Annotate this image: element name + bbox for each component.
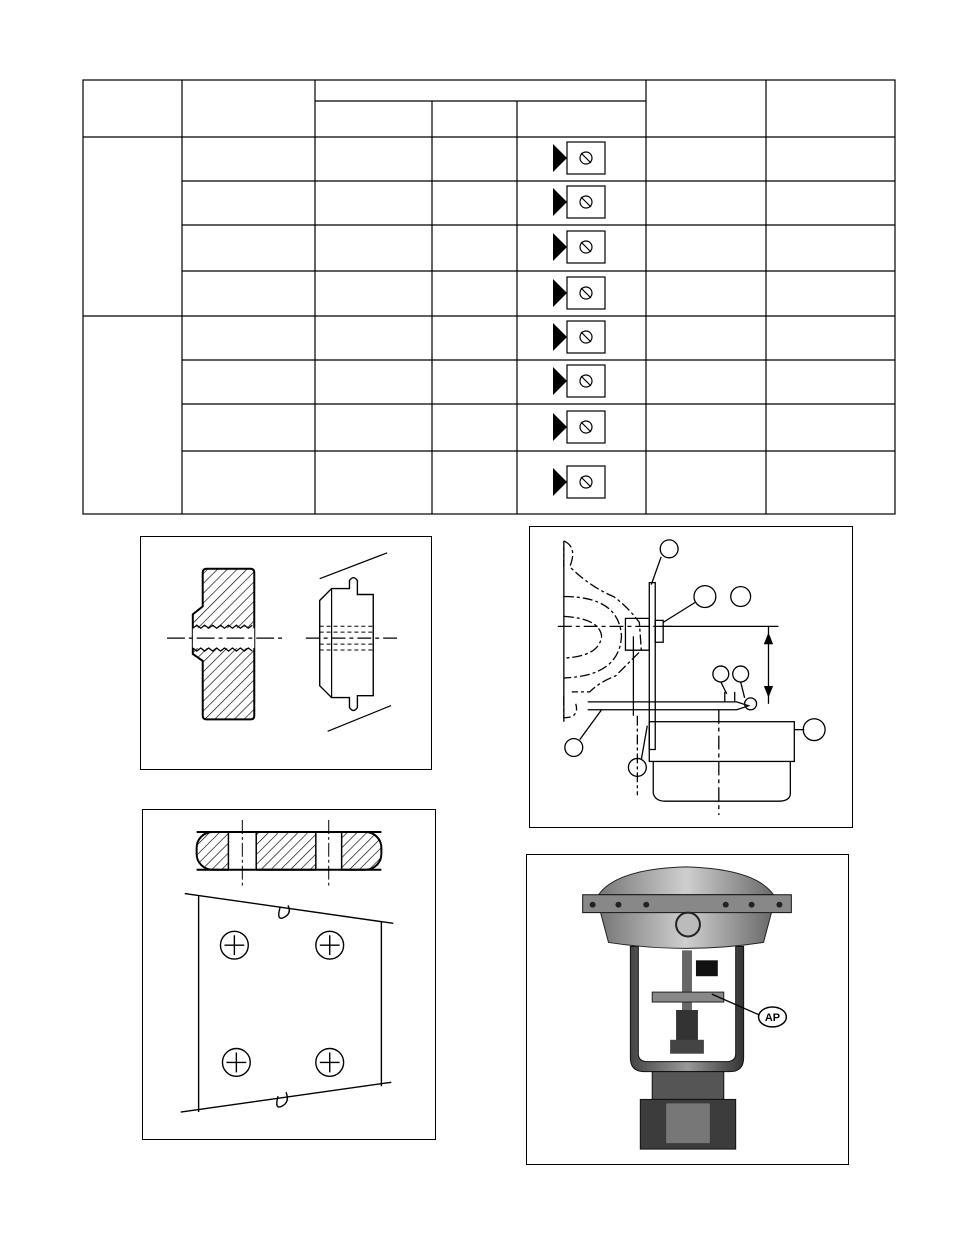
row-symbol-8 — [553, 464, 607, 500]
triangle-marker-icon — [553, 468, 567, 496]
row-symbol-3 — [553, 229, 607, 265]
triangle-marker-icon — [553, 413, 567, 441]
triangle-marker-icon — [553, 233, 567, 261]
mounting-plate-drawing — [143, 810, 435, 1139]
actuator-mounting-figure — [529, 526, 853, 828]
callout-ap-label: AP — [764, 1011, 781, 1024]
pipe-nipple-section-drawing — [141, 537, 431, 769]
row-symbol-7 — [553, 409, 607, 445]
control-valve-photo-figure — [526, 854, 849, 1165]
mounting-plate-figure — [142, 809, 436, 1140]
row-symbol-2 — [553, 184, 607, 220]
triangle-marker-icon — [553, 323, 567, 351]
row-symbol-6 — [553, 363, 607, 399]
control-valve-actuator-photo — [527, 855, 848, 1164]
specification-table — [0, 0, 954, 520]
pipe-nipple-figure — [140, 536, 432, 770]
row-symbol-5 — [553, 319, 607, 355]
row-symbol-1 — [553, 140, 607, 176]
triangle-marker-icon — [553, 144, 567, 172]
triangle-marker-icon — [553, 188, 567, 216]
triangle-marker-icon — [553, 367, 567, 395]
row-symbol-4 — [553, 275, 607, 311]
triangle-marker-icon — [553, 279, 567, 307]
actuator-mounting-bracket-drawing — [530, 527, 852, 827]
